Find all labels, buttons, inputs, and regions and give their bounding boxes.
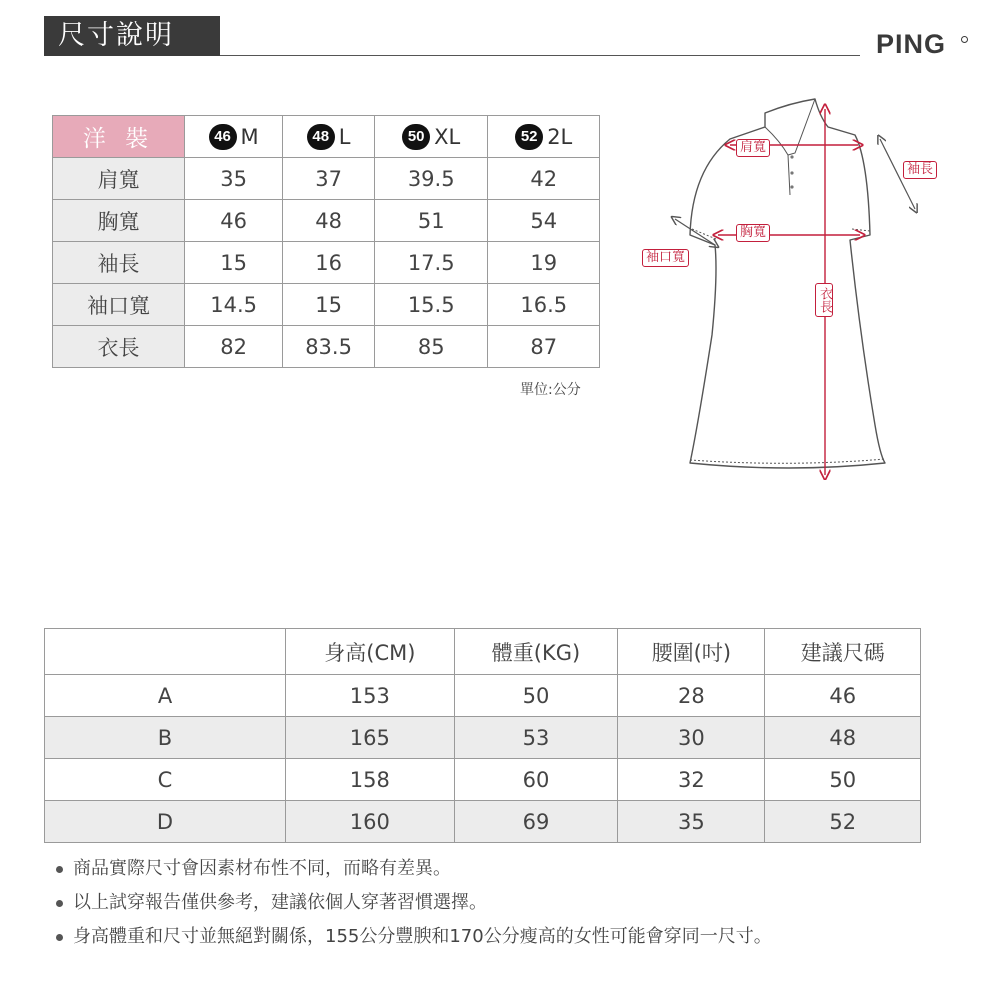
- size-table-row: [53, 158, 600, 200]
- note-text: 身高體重和尺寸並無絕對關係，155公分豐腴和170公分瘦高的女性可能會穿同一尺寸。: [73, 926, 772, 947]
- fit-cell: 69: [454, 801, 618, 843]
- size-letter: XL: [434, 124, 461, 149]
- fit-cell: 28: [618, 675, 765, 717]
- measurement-value: 17.5: [374, 242, 488, 284]
- fit-row-label: D: [45, 801, 286, 843]
- label-cuff: 袖口寬: [642, 249, 689, 267]
- measurement-label: 袖長: [53, 242, 185, 284]
- unit-note: 單位:公分: [520, 382, 581, 398]
- fit-cell: 32: [618, 759, 765, 801]
- fit-cell: 60: [454, 759, 618, 801]
- measurement-value: 15.5: [374, 284, 488, 326]
- fit-table-row: [45, 759, 921, 801]
- fit-cell: 35: [618, 801, 765, 843]
- fit-row-label: B: [45, 717, 286, 759]
- fit-table-row: [45, 675, 921, 717]
- note-text: 商品實際尺寸會因素材布性不同，而略有差異。: [73, 858, 451, 879]
- fit-table: [44, 628, 921, 843]
- dress-diagram: [630, 95, 950, 480]
- measurement-value: 16.5: [488, 284, 600, 326]
- fit-row-label: C: [45, 759, 286, 801]
- label-sleeve-length: 袖長: [903, 161, 937, 179]
- fit-col-header: 建議尺碼: [765, 629, 921, 675]
- size-letter: 2L: [547, 124, 573, 149]
- measurement-value: 42: [488, 158, 600, 200]
- size-table-row: [53, 284, 600, 326]
- measurement-value: 46: [185, 200, 283, 242]
- size-table: [52, 115, 600, 368]
- size-badge: 52: [515, 124, 543, 150]
- label-shoulder: 肩寬: [736, 139, 770, 157]
- fit-col-header: 腰圍(吋): [618, 629, 765, 675]
- size-letter: L: [338, 124, 351, 149]
- size-letter: M: [240, 124, 259, 149]
- measurement-value: 16: [283, 242, 375, 284]
- bullet-icon: [56, 934, 63, 941]
- page-title: 尺寸說明: [58, 20, 174, 51]
- bullet-icon: [56, 900, 63, 907]
- header-divider: [220, 55, 860, 56]
- fit-col-header: 體重(KG): [454, 629, 618, 675]
- note-text: 以上試穿報告僅供參考，建議依個人穿著習慣選擇。: [73, 892, 487, 913]
- size-col-header: [283, 116, 375, 158]
- size-badge: 46: [209, 124, 237, 150]
- measurement-value: 87: [488, 326, 600, 368]
- measurement-value: 51: [374, 200, 488, 242]
- fit-cell: 53: [454, 717, 618, 759]
- fit-cell: 165: [286, 717, 455, 759]
- note-item: [56, 920, 772, 954]
- fit-table-row: [45, 717, 921, 759]
- fit-cell: 52: [765, 801, 921, 843]
- measurement-value: 14.5: [185, 284, 283, 326]
- fit-cell: 160: [286, 801, 455, 843]
- label-chest: 胸寬: [736, 224, 770, 242]
- measurement-label: 袖口寬: [53, 284, 185, 326]
- registered-mark-icon: [961, 36, 968, 43]
- measurement-value: 35: [185, 158, 283, 200]
- measurement-label: 胸寬: [53, 200, 185, 242]
- measurement-value: 82: [185, 326, 283, 368]
- measurement-value: 54: [488, 200, 600, 242]
- brand-logo: PING: [876, 29, 947, 59]
- measurement-label: 肩寬: [53, 158, 185, 200]
- fit-cell: 158: [286, 759, 455, 801]
- fit-col-header: 身高(CM): [286, 629, 455, 675]
- fit-cell: 153: [286, 675, 455, 717]
- note-item: [56, 886, 772, 920]
- label-length: 衣長: [815, 283, 833, 317]
- size-col-header: [185, 116, 283, 158]
- measurement-value: 83.5: [283, 326, 375, 368]
- size-table-row: [53, 200, 600, 242]
- bullet-icon: [56, 866, 63, 873]
- notes-list: [56, 852, 772, 954]
- measurement-value: 37: [283, 158, 375, 200]
- measurement-value: 15: [283, 284, 375, 326]
- size-badge: 48: [307, 124, 335, 150]
- fit-cell: 48: [765, 717, 921, 759]
- note-item: [56, 852, 772, 886]
- fit-row-label: A: [45, 675, 286, 717]
- measurement-value: 39.5: [374, 158, 488, 200]
- measurement-label: 衣長: [53, 326, 185, 368]
- measurement-value: 48: [283, 200, 375, 242]
- fit-cell: 50: [454, 675, 618, 717]
- measurement-value: 19: [488, 242, 600, 284]
- size-table-corner: 洋 裝: [53, 116, 185, 158]
- size-table-row: [53, 326, 600, 368]
- fit-table-title: 尺寸試穿建議: [45, 629, 286, 675]
- fit-cell: 46: [765, 675, 921, 717]
- fit-cell: 30: [618, 717, 765, 759]
- fit-table-header-row: [45, 629, 921, 675]
- fit-table-row: [45, 801, 921, 843]
- size-col-header: [374, 116, 488, 158]
- size-col-header: [488, 116, 600, 158]
- measurement-value: 15: [185, 242, 283, 284]
- size-badge: 50: [402, 124, 430, 150]
- size-table-row: [53, 242, 600, 284]
- size-table-header-row: [53, 116, 600, 158]
- measurement-value: 85: [374, 326, 488, 368]
- fit-cell: 50: [765, 759, 921, 801]
